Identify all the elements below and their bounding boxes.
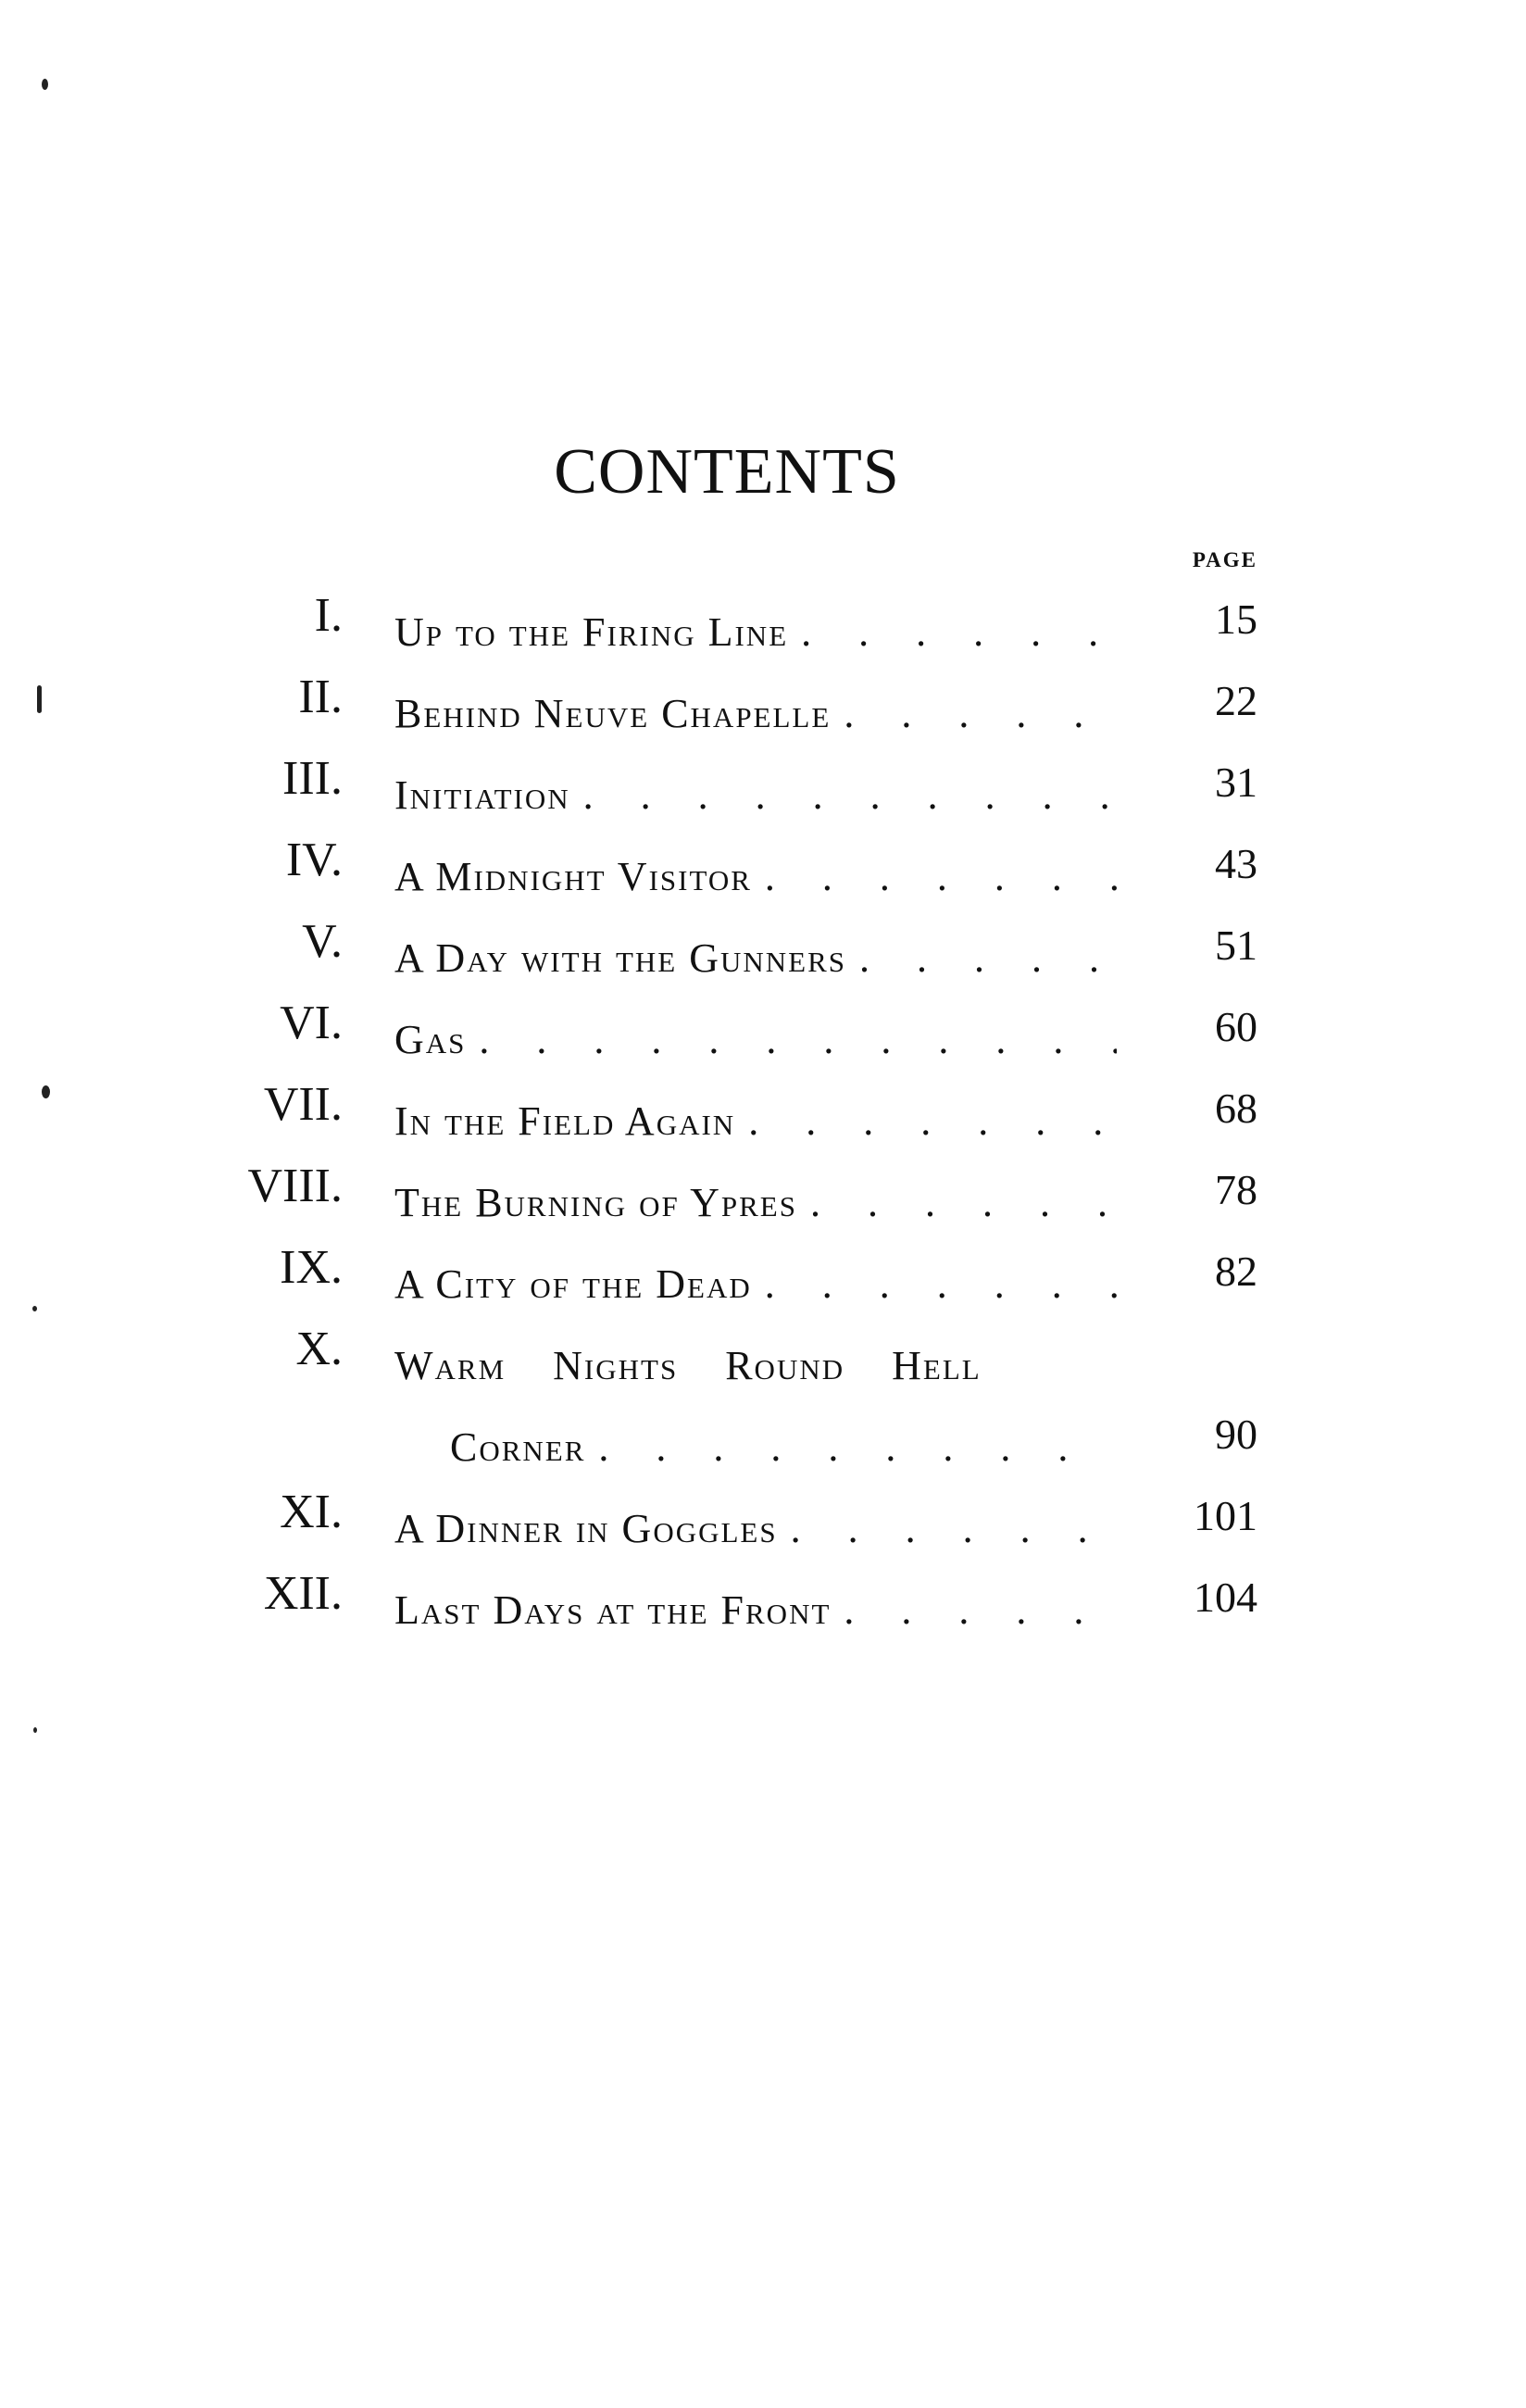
chapter-number: XI. <box>280 1486 343 1538</box>
chapter-page: 51 <box>1215 922 1257 969</box>
chapter-title: Behind Neuve Chapelle <box>394 691 832 736</box>
toc-row <box>0 1068 1526 1149</box>
chapter-number: IV. <box>285 834 343 886</box>
chapter-title: Gas <box>394 1017 467 1062</box>
chapter-number: VII. <box>263 1078 343 1131</box>
chapter-number: X. <box>295 1323 343 1375</box>
chapter-title: A Midnight Visitor <box>394 854 752 899</box>
chapter-page: 82 <box>1215 1248 1257 1295</box>
chapter-title-first-line: Warm Nights Round Hell <box>394 1343 982 1388</box>
chapter-page: 78 <box>1215 1166 1257 1213</box>
toc-row <box>0 1312 1526 1475</box>
chapter-number: I. <box>314 589 343 642</box>
chapter-number: II. <box>298 671 343 723</box>
chapter-page: 104 <box>1194 1574 1257 1621</box>
toc-row <box>0 986 1526 1068</box>
toc-row <box>0 579 1526 660</box>
chapter-title: Up to the Firing Line <box>394 609 789 655</box>
page-title: CONTENTS <box>554 436 900 508</box>
toc-row <box>0 1475 1526 1557</box>
toc-row <box>0 823 1526 905</box>
chapter-page: 31 <box>1215 759 1257 806</box>
chapter-page: 90 <box>1215 1411 1257 1458</box>
chapter-title-line <box>394 1570 1117 1651</box>
toc-row <box>0 660 1526 742</box>
chapter-page: 60 <box>1215 1003 1257 1050</box>
page-speck <box>42 79 48 90</box>
page-speck <box>33 1727 37 1733</box>
chapter-number: IX. <box>280 1241 343 1294</box>
chapter-title: Last Days at the Front <box>394 1587 832 1633</box>
chapter-page: 15 <box>1215 596 1257 643</box>
chapter-number: XII. <box>263 1567 343 1620</box>
chapter-title-second-line: Corner <box>450 1424 586 1470</box>
chapter-number: V. <box>302 915 343 968</box>
page-column-header: PAGE <box>1192 548 1257 571</box>
chapter-page: 101 <box>1194 1492 1257 1539</box>
chapter-page: 22 <box>1215 677 1257 724</box>
chapter-number: VI. <box>280 997 343 1049</box>
table-of-contents <box>0 579 1526 1638</box>
chapter-title: A Dinner in Goggles <box>394 1506 778 1551</box>
toc-row <box>0 1149 1526 1231</box>
chapter-number: III. <box>282 752 343 805</box>
chapter-title: A Day with the Gunners <box>394 935 847 981</box>
chapter-page: 43 <box>1215 840 1257 887</box>
toc-row <box>0 905 1526 986</box>
toc-row <box>0 1231 1526 1312</box>
chapter-page: 68 <box>1215 1085 1257 1132</box>
toc-row <box>0 1557 1526 1638</box>
chapter-title: Initiation <box>394 772 570 818</box>
chapter-title: In the Field Again <box>394 1098 736 1144</box>
chapter-title: A City of the Dead <box>394 1261 752 1307</box>
chapter-title: The Burning of Ypres <box>394 1180 797 1225</box>
toc-row <box>0 742 1526 823</box>
chapter-number: VIII. <box>247 1160 343 1212</box>
dot-leader <box>831 1570 1117 1651</box>
